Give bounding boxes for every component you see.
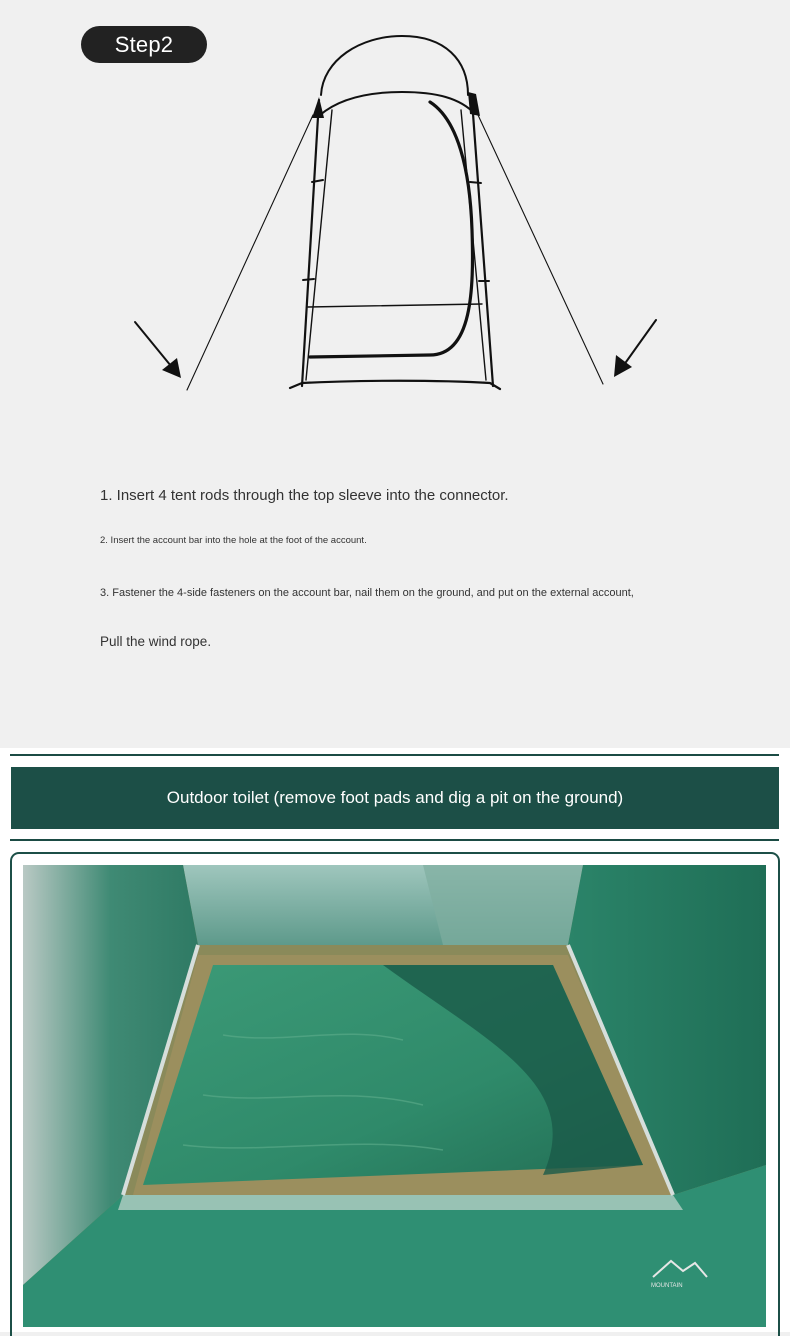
wind-rope-right [478, 115, 603, 384]
rod-joint-left-2 [303, 279, 314, 280]
arrow-left-shaft [135, 322, 171, 366]
tent-back-wall-shade [423, 865, 583, 945]
outdoor-toilet-section [0, 748, 790, 1332]
tent-dome-inner [320, 92, 475, 115]
tent-mid-seam [308, 304, 482, 307]
rod-joint-right-1 [470, 182, 481, 183]
divider-top [10, 754, 779, 756]
instruction-step-1: 1. Insert 4 tent rods through the top sleeve into the connector. [100, 487, 509, 504]
tent-dome-outline [321, 36, 468, 95]
tent-left-rod [302, 100, 319, 386]
tent-interior-photo [23, 865, 766, 1327]
section-banner: Outdoor toilet (remove foot pads and dig a pit on the ground) [11, 767, 779, 829]
instruction-step-2: 2. Insert the account bar into the hole at the foot of the account. [100, 535, 367, 546]
tent-base [290, 381, 500, 389]
tent-door-zipper [310, 102, 473, 357]
wind-rope-left [187, 115, 313, 390]
rod-cap-right [468, 92, 480, 116]
tent-front-sill-edge [118, 1195, 683, 1210]
tent-setup-diagram [120, 30, 680, 400]
rod-cap-left [312, 97, 324, 118]
arrow-left-head [162, 358, 181, 378]
photo-frame [10, 852, 780, 1336]
instruction-step-4: Pull the wind rope. [100, 634, 212, 649]
arrow-right-shaft [626, 320, 656, 362]
step-badge: Step2 [81, 26, 207, 63]
divider-bottom [10, 839, 779, 841]
brand-logo-text: MOUNTAIN [651, 1283, 683, 1289]
instruction-step-3: 3. Fastener the 4-side fasteners on the account bar, nail them on the ground, and put on the external account, [100, 587, 634, 599]
